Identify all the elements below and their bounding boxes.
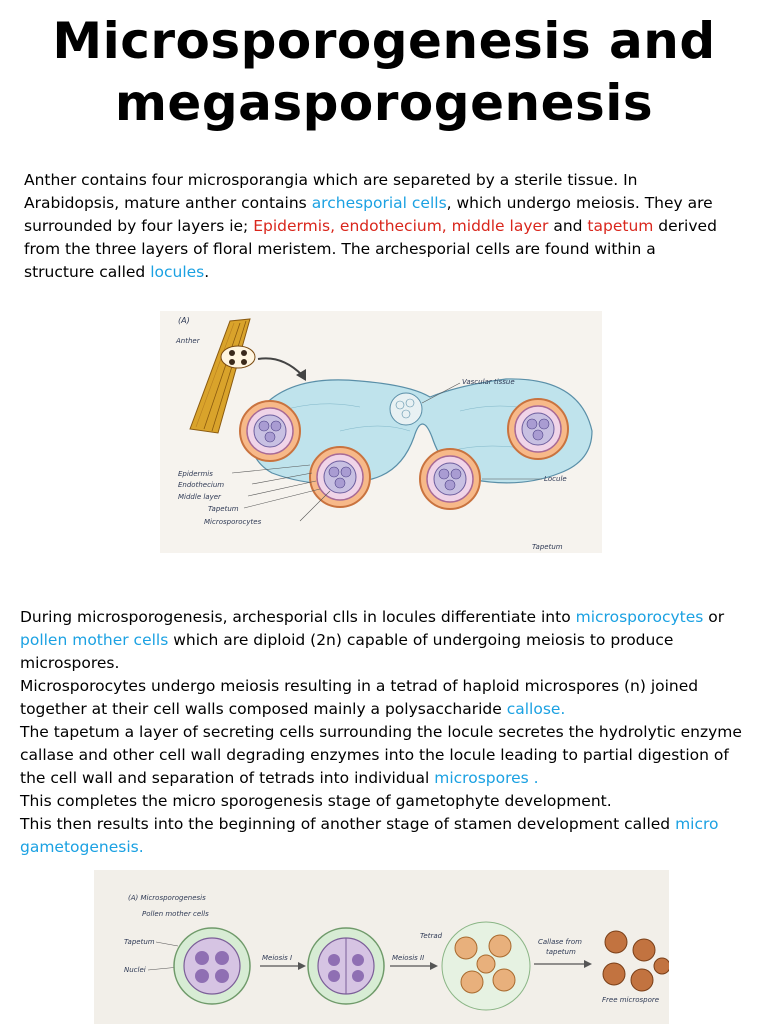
nuclei-label: Nuclei (124, 966, 146, 974)
vascular-tissue-label: Vascular tissue (462, 378, 515, 386)
meiosis-2-label: Meiosis II (392, 954, 425, 962)
meiosis-1-arrowhead-icon (298, 962, 306, 970)
tetrad-label: Tetrad (420, 932, 443, 940)
microsporogenesis-paragraph (20, 606, 750, 859)
vascular-bundle (390, 393, 422, 425)
tapetum-label-2: Tapetum (124, 938, 155, 946)
endothecium-label: Endothecium (178, 481, 225, 489)
highlight-anther-layers: Epidermis, endothecium, middle layer (253, 217, 549, 235)
body-text-2: or (703, 608, 725, 626)
pollen-mother-cells-label: Pollen mother cells (142, 910, 209, 918)
microsporangium-top-right (508, 399, 568, 459)
pollen-mother-cell-stage (174, 928, 250, 1004)
free-microspore-label: Free microspore (602, 996, 660, 1004)
intro-text-5: . (204, 263, 210, 281)
pointer-arrow-icon (258, 358, 302, 375)
epidermis-label: Epidermis (178, 470, 213, 478)
anther-cross-section-figure (160, 311, 602, 553)
anther-label: Anther (176, 337, 200, 345)
callase-label-2: tapetum (546, 948, 576, 956)
highlight-pollen-mother-cells: pollen mother cells (20, 631, 169, 649)
tapetum-label: Tapetum (208, 505, 239, 513)
intro-text-2: , which undergo meiosis. They are surrounded by four layers ie; (24, 194, 713, 235)
figure2-panel-label: (A) Microsporogenesis (128, 894, 206, 902)
page-title (0, 10, 768, 134)
tapetum-bottom-label: Tapetum (532, 543, 563, 551)
highlight-archesporial-cells: archesporial cells (311, 194, 447, 212)
dyad-stage (308, 928, 384, 1004)
figure1-panel-label: (A) (178, 316, 190, 325)
intro-text-4: derived from the three layers of floral meristem. The archesporial cells are found within a structure called (24, 217, 717, 281)
callase-label-1: Callase from (538, 938, 582, 946)
callase-arrowhead-icon (584, 960, 592, 968)
tapetum-leader (156, 942, 178, 946)
title-line-1: Microsporogenesis and (52, 12, 716, 70)
highlight-locules: locules (150, 263, 205, 281)
highlight-callose: callose. (506, 700, 566, 718)
microsporangium-top-left (240, 401, 300, 461)
microsporangium-bottom-left (310, 447, 370, 507)
title-line-2: megasporogenesis (114, 74, 654, 132)
highlight-tapetum: tapetum (587, 217, 654, 235)
microsporocytes-label: Microsporocytes (204, 518, 262, 526)
body-text-5: The tapetum a layer of secreting cells surrounding the locule secretes the hydrolytic enzyme callase and other cell wall degrading enzymes into the locule leading to partial digestion of the cell wall and separation of tetrads into individual (20, 723, 742, 787)
middle-layer-label: Middle layer (178, 493, 221, 501)
free-microspores-stage (603, 931, 669, 991)
intro-text-1: Anther contains four microsporangia which are separeted by a sterile tissue. In Arabidopsis, mature anther contains (24, 171, 638, 212)
highlight-micro-gametogenesis: micro gametogenesis. (20, 815, 719, 856)
microsporogenesis-stages-figure (94, 870, 669, 1024)
intro-text-3: and (548, 217, 588, 235)
body-text-4: Microsporocytes undergo meiosis resulting in a tetrad of haploid microspores (n) joined together at their cell walls composed mainly a polysaccharide (20, 677, 699, 718)
microsporangium-bottom-right (420, 449, 480, 509)
body-text-7: This then results into the beginning of another stage of stamen development called (20, 815, 676, 833)
anther-cross-section-drawing (160, 311, 602, 553)
meiosis-1-label: Meiosis I (262, 954, 293, 962)
meiosis-2-arrowhead-icon (430, 962, 438, 970)
body-text-1: During microsporogenesis, archesporial clls in locules differentiate into (20, 608, 576, 626)
microsporogenesis-stages-drawing (94, 870, 669, 1024)
tetrad-stage (442, 922, 530, 1010)
highlight-microspores: microspores . (434, 769, 539, 787)
body-text-3: which are diploid (2n) capable of undergoing meiosis to produce microspores. (20, 631, 674, 672)
highlight-microsporocytes: microsporocytes (575, 608, 704, 626)
intro-paragraph (24, 169, 724, 284)
locule-label: Locule (544, 475, 567, 483)
body-text-6: This completes the micro sporogenesis stage of gametophyte development. (20, 792, 612, 810)
